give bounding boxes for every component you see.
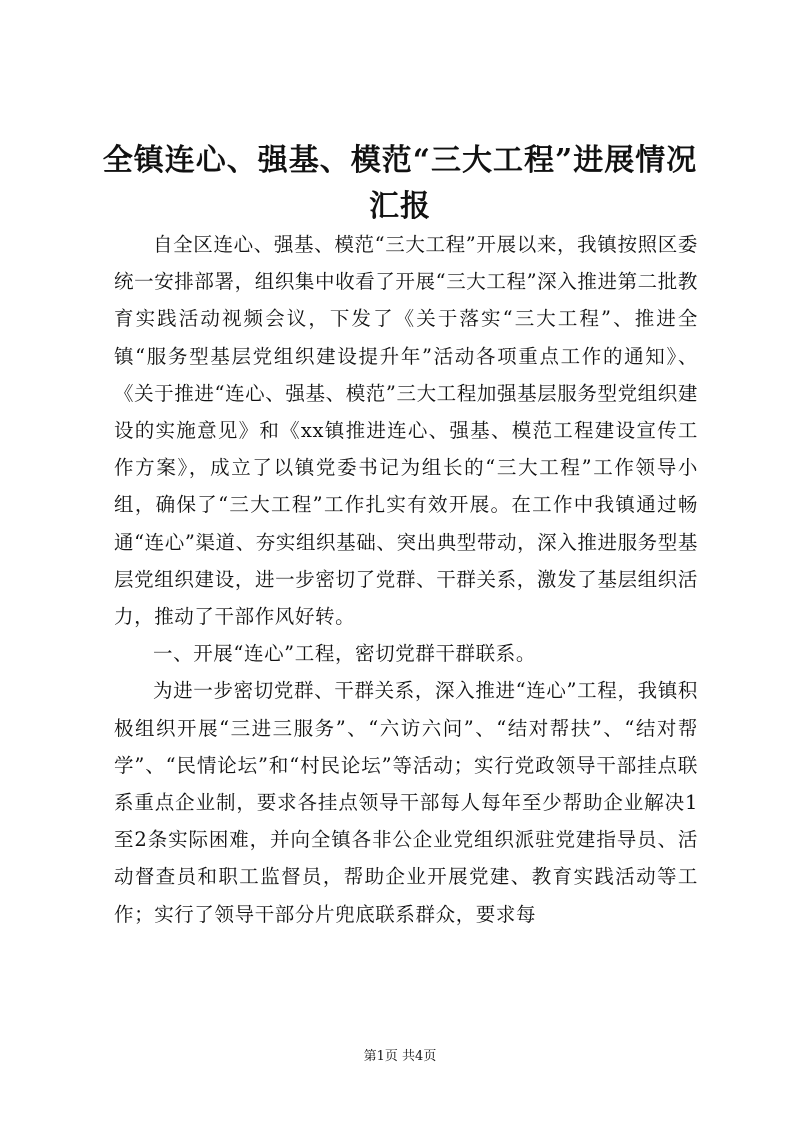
document-title (90, 138, 710, 230)
page-footer: 第1页 共4页 (363, 1049, 437, 1064)
section-heading-1: 一、开展“连心”工程，密切党群干群联系。 (153, 642, 536, 666)
paragraph-intro: 自全区连心、强基、模范“三大工程”开展以来，我镇按照区委统一安排部署，组织集中收看了开展“三大工程”深入推进第二批教育实践活动视频会议，下发了《关于落实“三大工程”、推进全镇“服务型基层党组织建设提升年”活动各项重点工作的通知》、《关于推进“连心、强基、模范”三大工程加强基层服务型党组织建设的实施意见》和《xx镇推进连心、强基、模范工程建设宣传工作方案》，成立了以镇党委书记为组长的“三大工程”工作领导小组，确保了“三大工程”工作扎实有效开展。在工作中我镇通过畅通“连心”渠道、夯实组织基础、突出典型带动，深入推进服务型基层党组织建设，进一步密切了党群、干群关系，激发了基层组织活力，推动了干部作风好转。 (114, 233, 698, 629)
title-line-2: 汇报 (369, 189, 431, 224)
document-body (114, 226, 698, 933)
paragraph-section-1: 为进一步密切党群、干群关系，深入推进“连心”工程，我镇积极组织开展“三进三服务”、“六访六问”、“结对帮扶”、“结对帮学”、“民情论坛”和“村民论坛”等活动；实行党政领导干部挂点联系重点企业制，要求各挂点领导干部每人每年至少帮助企业解决1至2条实际困难，并向全镇各非公企业党组织派驻党建指导员、活动督查员和职工监督员，帮助企业开展党建、教育实践活动等工作；实行了领导干部分片兜底联系群众，要求每 (114, 679, 698, 926)
title-line-1: 全镇连心、强基、模范“三大工程”进展情况 (102, 143, 698, 178)
